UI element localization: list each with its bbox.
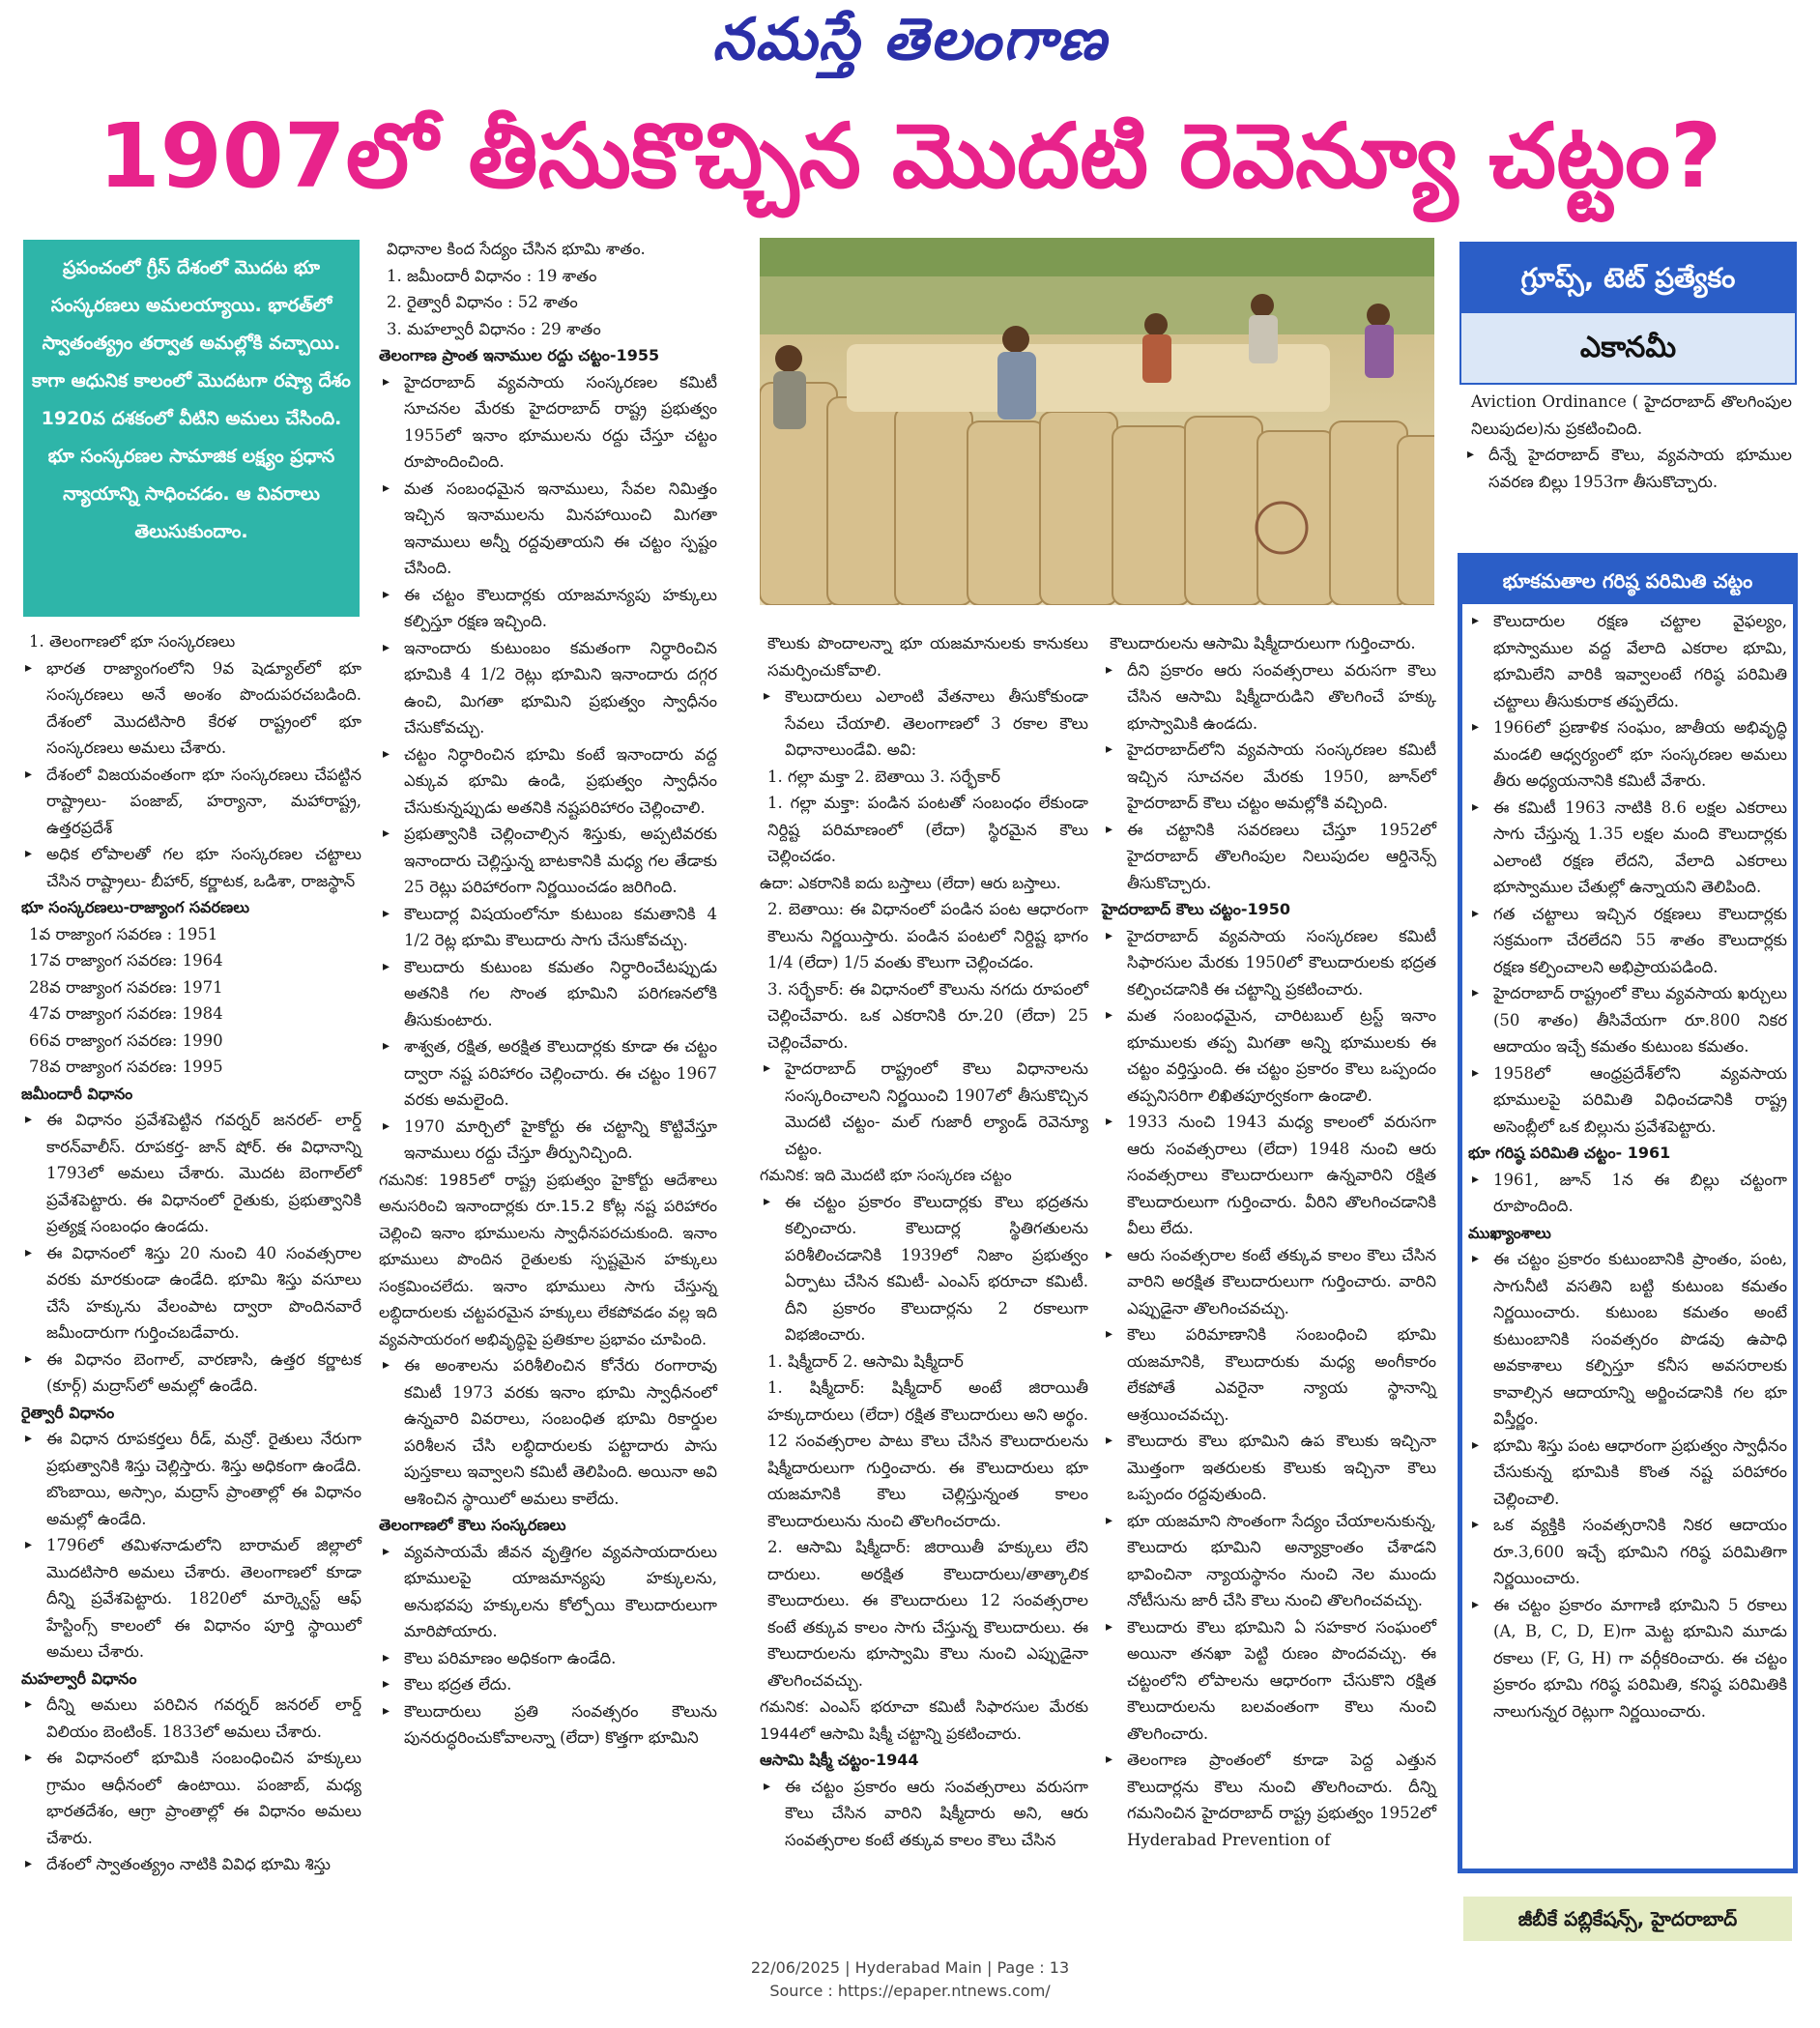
farm-sacks-photo [760,238,1434,605]
text-line: 2. రైత్వారీ విధానం : 52 శాతం [387,293,578,311]
bullet-paragraph: ▸ ఈ చట్టం ప్రకారం కౌలుదార్లకు కౌలు భద్రతను కల్పించారు. కౌలుదార్ల స్థితిగతులను పరిశీలించడానికి 1939లో నిజాం ప్రభుత్వం ఏర్పాటు చేసిన కమిటీ- ఎంఎస్ భరూచా కమిటీ. దీని ప్రకారం కౌలుదార్లను 2 రకాలుగా విభజించారు. [760,1189,1088,1348]
text-line: 3. మహల్వారీ విధానం : 29 శాతం [387,319,601,338]
bullet-paragraph: ▸ ఈ చట్టానికి సవరణలు చేస్తూ 1952లో హైదరాబాద్ తొలగింపుల నిలుపుదల ఆర్డినెన్స్ తీసుకొచ్చారు. [1102,817,1436,897]
bullet-paragraph: ▸ కౌలుదారులు ఎలాంటి వేతనాలు తీసుకోకుండా సేవలు చేయాలి. తెలంగాణలో 3 రకాల కౌలు విధానాలుండేవి. అవి: [760,683,1088,764]
bullet-paragraph: ▸ కౌలుదారు కుటుంబ కమతం నిర్ధారించేటప్పుడు అతనికి గల సొంత భూమిని పరిగణనలోకి తీసుకుంటారు. [379,954,717,1034]
bullet-paragraph: ▸ ఈ చట్టం ప్రకారం కుటుంబానికి ప్రాంతం, పంట, సాగునీటి వసతిని బట్టి కుటుంబ కమతం నిర్ణయించారు. కుటుంబ కమతం అంటే కుటుంబానికి సంవత్సరం పొడవు ఉపాధి అవకాశాలు కల్పిస్తూ కనీస అవసరాలకు కావాల్సిన ఆదాయాన్ని అర్జించడానికి గల భూ విస్తీర్ణం. [1468,1246,1787,1433]
section-heading: రైత్వారీ విధానం [21,1403,115,1422]
bullet-paragraph: ▸ ఒక వ్యక్తికి సంవత్సరానికి నికర ఆదాయం రూ.3,600 ఇచ్చే భూమిని గరిష్ఠ పరిమితిగా నిర్ణయించారు. [1468,1512,1787,1592]
text-line: 2. బెతాయి: ఈ విధానంలో పండిన పంట ఆధారంగా కౌలును నిర్ణయిస్తారు. పండిన పంటలో నిర్దిష్ట భాగం 1/4 (లేదా) 1/5 వంతు కౌలుగా చెల్లించడం. [767,900,1088,971]
bullet-paragraph: ▸ దీన్నే హైదరాబాద్ కౌలు, వ్యవసాయ భూముల సవరణ బిల్లు 1953గా తీసుకొచ్చారు. [1463,442,1792,495]
bullet-paragraph: ▸ కౌలుదారు కౌలు భూమిని ఉప కౌలుకు ఇచ్చినా మొత్తంగా ఇతరులకు కౌలుకు ఇచ్చినా కౌలు ఒప్పందం రద్దవుతుంది. [1102,1428,1436,1508]
bullet-paragraph: ▸ 1933 నుంచి 1943 మధ్య కాలంలో వరుసగా ఆరు సంవత్సరాలు (లేదా) 1948 నుంచి ఆరు సంవత్సరాలు కౌలుదారులుగా ఉన్నవారిని రక్షిత కౌలుదారులుగా గుర్తించారు. వీరిని తొలగించడానికి వీలు లేదు. [1102,1109,1436,1242]
page-footer [0,1956,1820,2003]
note-paragraph: గమనిక: ఎంఎస్ భరూచా కమిటీ సిఫారసుల మేరకు 1944లో ఆసామి షిక్మీ చట్టాన్ని ప్రకటించారు. [760,1697,1088,1743]
text-line: 28వ రాజ్యాంగ సవరణ: 1971 [29,977,223,997]
bullet-paragraph: ▸ శాశ్వత, రక్షిత, అరక్షిత కౌలుదార్లకు కూడా ఈ చట్టం ద్వారా నష్ట పరిహారం చెల్లించారు. ఈ చట్టం 1967 వరకు అమలైంది. [379,1033,717,1114]
section-heading: జమీందారీ విధానం [21,1084,133,1103]
text-line: 1. గల్లా మక్తా: పండిన పంటతో సంబంధం లేకుండా నిర్దిష్ట పరిమాణంలో (లేదా) స్థిరమైన కౌలు చెల్లించడం. [767,794,1088,865]
footer-edition-info: 22/06/2025 | Hyderabad Main | Page : 13 [750,1958,1070,1977]
section-heading: తెలంగాణలో కౌలు సంస్కరణలు [379,1516,566,1534]
photo-illustration [760,238,1434,605]
bullet-paragraph: ▸ ఈ విధానంలో శిస్తు 20 నుంచి 40 సంవత్సరాల వరకు మారకుండా ఉండేది. భూమి శిస్తు వసూలు చేసే హక్కును వేలంపాట ద్వారా పొందినవారే జమీందారుగా గుర్తించబడేవారు. [21,1240,361,1347]
bullet-paragraph: ▸ ఈ విధానం బెంగాల్, వారణాసి, ఉత్తర కర్ణాటక (కూర్గ్) మద్రాస్‌లో అమల్లో ఉండేది. [21,1347,361,1400]
text-line: కౌలుదారులను ఆసామి షిక్మీదారులుగా గుర్తించారు. [1110,634,1416,652]
section-heading: ముఖ్యాంశాలు [1468,1223,1551,1242]
land-ceiling-box [1458,553,1798,1873]
column-3 [760,630,1088,1853]
text-line: 3. సర్భేకార్: ఈ విధానంలో కౌలును నగదు రూపంలో చెల్లించేవారు. ఒక ఎకరానికి రూ.20 (లేదా) 25 చెల్లించేవారు. [767,979,1088,1052]
bullet-paragraph: ▸ గత చట్టాలు ఇచ్చిన రక్షణలు కౌలుదార్లకు సక్రమంగా చేరలేదని 55 శాతం కౌలుదార్లకు రక్షణ కల్పించాలని అభిప్రాయపడింది. [1468,901,1787,981]
bullet-paragraph: ▸ 1796లో తమిళనాడులోని బారామల్ జిల్లాలో మొదటిసారి అమలు చేశారు. తెలంగాణలో కూడా దీన్ని ప్రవేశపెట్టారు. 1820లో మార్క్వెస్ట్ ఆఫ్ హేస్టింగ్స్ కాలంలో ఈ విధానం పూర్తి స్థాయిలో అమలు చేశారు. [21,1532,361,1666]
bullet-paragraph: ▸ 1961, జూన్ 1న ఈ బిల్లు చట్టంగా రూపొందింది. [1468,1167,1787,1220]
special-edition-title: గ్రూప్స్, టెట్ ప్రత్యేకం [1461,244,1795,313]
bullet-paragraph: ▸ కౌలుదారులు ప్రతి సంవత్సరం కౌలును పునరుద్ధరించుకోవాలన్నా (లేదా) కొత్తగా భూమిని [379,1698,717,1752]
bullet-paragraph: ▸ హైదరాబాద్ రాష్ట్రంలో కౌలు వ్యవసాయ ఖర్చులు (50 శాతం) తీసివేయగా రూ.800 నికర ఆదాయం ఇచ్చే కమతం కుటుంబ కమతం. [1468,980,1787,1060]
column-4 [1102,630,1436,1853]
section-heading: ఆసామి షిక్మీ చట్టం-1944 [760,1751,919,1769]
text-line: 17వ రాజ్యాంగ సవరణ: 1964 [29,951,223,970]
bullet-paragraph: ▸ హైదరాబాద్ వ్యవసాయ సంస్కరణల కమిటీ సిఫారసుల మేరకు 1950లో కౌలుదారులకు భద్రత కల్పించడానికి ఈ చట్టాన్ని ప్రకటించారు. [1102,923,1436,1003]
text-line: 1వ రాజ్యాంగ సవరణ : 1951 [29,924,218,943]
text-line: 78వ రాజ్యాంగ సవరణ: 1995 [29,1057,223,1076]
bullet-paragraph: ▸ 1958లో ఆంధ్రప్రదేశ్‌లోని వ్యవసాయ భూములపై పరిమితి విధించడానికి రాష్ట్ర అసెంబ్లీలో ఒక బిల్లును ప్రవేశపెట్టారు. [1468,1060,1787,1141]
bullet-paragraph: ▸ హైదరాబాద్ రాష్ట్రంలో కౌలు విధానాలను సంస్కరించాలని నిర్ణయించి 1907లో తీసుకొచ్చిన మొదటి చట్టం- మల్ గుజారీ ల్యాండ్ రెవెన్యూ చట్టం. [760,1056,1088,1162]
text-line: 1. జమీందారీ విధానం : 19 శాతం [387,266,597,285]
bullet-paragraph: ▸ హైదరాబాద్ వ్యవసాయ సంస్కరణల కమిటీ సూచనల మేరకు హైదరాబాద్ రాష్ట్ర ప్రభుత్వం 1955లో ఇనాం భూములను రద్దు చేస్తూ చట్టం రూపొందించింది. [379,369,717,476]
bullet-paragraph: ▸ కౌలుదారుల రక్షణ చట్టాల వైఫల్యం, భూస్వాముల వద్ద వేలాది ఎకరాల భూమి, భూమిలేని వారికి ఇవ్వాలంటే గరిష్ఠ పరిమితి చట్టాలు తీసుకురాక తప్పలేదు. [1468,608,1787,714]
bullet-paragraph: ▸ ఈ విధాన రూపకర్తలు రీడ్, మన్రో. రైతులు నేరుగా ప్రభుత్వానికి శిస్తు చెల్లిస్తారు. శిస్తు అధికంగా ఉండేది. బొంబాయి, అస్సాం, మద్రాస్ ప్రాంతాల్లో ఈ విధానం అమల్లో ఉండేది. [21,1426,361,1532]
bullet-paragraph: ▸ కౌలుదార్ల విషయంలోనూ కుటుంబ కమతానికి 4 1/2 రెట్ల భూమి కౌలుదారు సాగు చేసుకోవచ్చు. [379,901,717,954]
special-edition-box [1459,242,1797,385]
text-line: 47వ రాజ్యాంగ సవరణ: 1984 [29,1004,223,1023]
subject-label: ఎకానమీ [1461,313,1795,383]
bullet-paragraph: ▸ ఈ కమిటీ 1963 నాటికి 8.6 లక్షల ఎకరాలు సాగు చేస్తున్న 1.35 లక్షల మంది కౌలుదార్లకు ఎలాంటి రక్షణ లేదని, వేలాది ఎకరాలు భూస్వాముల చేతుల్లో ఉన్నాయని తెలిపింది. [1468,795,1787,901]
note-paragraph: ఉదా: ఎకరానికి ఐదు బస్తాలు (లేదా) ఆరు బస్తాలు. [760,873,1061,892]
text-line: 1. గల్లా మక్తా 2. బెతాయి 3. సర్భేకార్ [767,767,1000,786]
bullet-paragraph: ▸ దీని ప్రకారం ఆరు సంవత్సరాలు వరుసగా కౌలు చేసిన ఆసామి షిక్మీదారుడిని తొలగించే హక్కు భూస్వామికి ఉండదు. [1102,657,1436,738]
bullet-paragraph: ▸ దీన్ని అమలు పరిచిన గవర్నర్ జనరల్ లార్డ్ విలియం బెంటింక్. 1833లో అమలు చేశారు. [21,1692,361,1745]
text-line: Aviction Ordinance ( హైదరాబాద్ తొలగింపుల నిలుపుదల)ను ప్రకటించింది. [1471,392,1792,438]
bullet-paragraph: ▸ దేశంలో స్వాతంత్య్రం నాటికి వివిధ భూమి శిస్తు [21,1851,361,1878]
bullet-paragraph: ▸ ఈ చట్టం కౌలుదార్లకు యాజమాన్యపు హక్కులు కల్పిస్తూ రక్షణ ఇచ్చింది. [379,582,717,635]
section-heading: భూ సంస్కరణలు-రాజ్యాంగ సవరణలు [21,898,250,916]
column-1 [21,628,361,1878]
section-heading: మహల్వారీ విధానం [21,1668,137,1688]
section-heading: తెలంగాణ ప్రాంత ఇనాముల రద్దు చట్టం-1955 [379,346,660,364]
bullet-paragraph: ▸ ఈ చట్టం ప్రకారం మాగాణి భూమిని 5 రకాలు (A, B, C, D, E)గా మెట్ట భూమిని మూడు రకాలు (F, G, H) గా వర్గీకరించారు. ఈ చట్టం ప్రకారం భూమి గరిష్ఠ పరిమితి, కనిష్ఠ పరిమితికి నాలుగున్నర రెట్లుగా నిర్ణయించారు. [1468,1592,1787,1725]
text-line: 2. ఆసామి షిక్మీదార్: జిరాయితీ హక్కులు లేని దారులు. అరక్షిత కౌలుదారులు/తాత్కాలిక కౌలుదారులు. ఈ కౌలుదారులు 12 సంవత్సరాల కంటే తక్కువ కాలం సాగు చేస్తున్న కౌలుదారులు. ఈ కౌలుదారులను భూస్వామి కౌలు నుంచి ఎప్పుడైనా తొలగించవచ్చు. [767,1538,1088,1690]
intro-box: ప్రపంచంలో గ్రీస్ దేశంలో మొదట భూ సంస్కరణలు అమలయ్యాయి. భారత్‌లో స్వాతంత్య్రం తర్వాత అమల్లోకి వచ్చాయి. కాగా ఆధునిక కాలంలో మొదటగా రష్యా దేశం 1920వ దశకంలో వీటిని అమలు చేసింది. భూ సంస్కరణల సామాజిక లక్ష్యం ప్రధాన న్యాయాన్ని సాధించడం. ఆ వివరాలు తెలుసుకుందాం. [23,240,360,617]
bullet-paragraph: ▸ కౌలు పరిమాణానికి సంబంధించి భూమి యజమానికి, కౌలుదారుకు మధ్య అంగీకారం లేకపోతే ఎవరైనా న్యాయ స్థానాన్ని ఆశ్రయించవచ్చు. [1102,1321,1436,1428]
text-line: 1. తెలంగాణలో భూ సంస్కరణలు [29,632,236,651]
text-line: 66వ రాజ్యాంగ సవరణ: 1990 [29,1030,223,1050]
column-5-top [1463,389,1792,495]
bullet-paragraph: ▸ కౌలుదారు కౌలు భూమిని ఏ సహకార సంఘంలో అయినా తనఖా పెట్టి రుణం పొందవచ్చు. ఈ చట్టంలోని లోపాలను ఆధారంగా చేసుకొని రక్షిత కౌలుదారులను బలవంతంగా కౌలు నుంచి తొలగించారు. [1102,1614,1436,1748]
section-heading: హైదరాబాద్ కౌలు చట్టం-1950 [1102,900,1291,918]
note-paragraph: గమనిక: ఇది మొదటి భూ సంస్కరణ చట్టం [760,1166,1012,1184]
bullet-paragraph: ▸ ఇనాందారు కుటుంబం కమతంగా నిర్ధారించిన భూమికి 4 1/2 రెట్లు భూమిని ఇనాందారు దగ్గర ఉంచి, మిగతా భూమిని ప్రభుత్వం స్వాధీనం చేసుకోవచ్చు. [379,635,717,741]
bullet-paragraph: ▸ ఆరు సంవత్సరాల కంటే తక్కువ కాలం కౌలు చేసిన వారిని అరక్షిత కౌలుదారులుగా గుర్తించారు. వారిని ఎప్పుడైనా తొలగించవచ్చు. [1102,1242,1436,1322]
bullet-paragraph: ▸ చట్టం నిర్ధారించిన భూమి కంటే ఇనాందారు వద్ద ఎక్కువ భూమి ఉండి, ప్రభుత్వం స్వాధీనం చేసుకున్నప్పుడు అతనికి నష్టపరిహారం చెల్లించాలి. [379,741,717,822]
bullet-paragraph: ▸ భూ యజమాని సొంతంగా సేద్యం చేయాలనుకున్న, కౌలుదారు భూమిని అన్యాక్రాంతం చేశాడని భావించినా న్యాయస్థానం నుంచి నెల ముందు నోటీసును జారీ చేసి కౌలు నుంచి తొలగించవచ్చు. [1102,1508,1436,1614]
text-line: 1. షిక్మీదార్: షిక్మీదార్ అంటే జిరాయితీ హక్కుదారులు (లేదా) రక్షిత కౌలుదారులు అని అర్థం. 12 సంవత్సరాల పాటు కౌలు చేసిన కౌలుదారులను షిక్మీదారులుగా గుర్తించారు. ఈ కౌలుదారులు భూ యజమానికి కౌలు చెల్లిస్తున్నంత కాలం కౌలుదారులును నుంచి తొలగించరాదు. [767,1378,1088,1530]
bullet-paragraph: ▸ భూమి శిస్తు పంట ఆధారంగా ప్రభుత్వం స్వాధీనం చేసుకున్న భూమికి కొంత నష్ట పరిహారం చెల్లించాలి. [1468,1433,1787,1513]
article-headline: 1907లో తీసుకొచ్చిన మొదటి రెవెన్యూ చట్టం? [98,104,1722,208]
bullet-paragraph: ▸ దేశంలో విజయవంతంగా భూ సంస్కరణలు చేపట్టిన రాష్ట్రాలు- పంజాబ్, హర్యానా, మహారాష్ట్ర, ఉత్తరప్రదేశ్ [21,762,361,842]
note-paragraph: గమనిక: 1985లో రాష్ట్ర ప్రభుత్వం హైకోర్టు ఆదేశాలు అనుసరించి ఇనాందార్లకు రూ.15.2 కోట్ల నష్ట పరిహారం చెల్లించి ఇనాం భూములను స్వాధీనపరచుకుంది. ఇనాం భూములు పొందిన రైతులకు స్పష్టమైన హక్కులు సంక్రమించలేదు. ఇనాం భూములు సాగు చేస్తున్న లబ్ధిదారులకు చట్టపరమైన హక్కులు లేకపోవడం వల్ల ఇది వ్యవసాయరంగ అభివృద్ధిపై ప్రతికూల ప్రభావం చూపింది. [379,1170,717,1348]
bullet-paragraph: ▸ ఈ విధానంలో భూమికి సంబంధించిన హక్కులు గ్రామం ఆధీనంలో ఉంటాయి. పంజాబ్, మధ్య భారతదేశం, ఆగ్రా ప్రాంతాల్లో ఈ విధానం అమలు చేశారు. [21,1745,361,1851]
bullet-paragraph: ▸ భారత రాజ్యాంగంలోని 9వ షెడ్యూల్‌లో భూ సంస్కరణలు అనే అంశం పొందుపరచబడింది. దేశంలో మొదటిసారి కేరళ రాష్ట్రంలో భూ సంస్కరణలు అమలు చేశారు. [21,655,361,762]
bullet-paragraph: ▸ ఈ విధానం ప్రవేశపెట్టిన గవర్నర్ జనరల్- లార్డ్ కారన్‌వాలీస్. రూపకర్త- జాన్ షోర్. ఈ విధానాన్ని 1793లో అమలు చేశారు. మొదట బెంగాల్‌లో ప్రవేశపెట్టారు. ఈ విధానంలో రైతుకు, ప్రభుత్వానికి ప్రత్యక్ష సంబంధం ఉండదు. [21,1107,361,1240]
bullet-paragraph: ▸ వ్యవసాయమే జీవన వృత్తిగల వ్యవసాయదారులు భూములపై యాజమాన్యపు హక్కులను, అనుభవపు హక్కులను కోల్పోయి కౌలుదారులుగా మారిపోయారు. [379,1539,717,1645]
bullet-paragraph: ▸ కౌలు పరిమాణం అధికంగా ఉండేది. [379,1645,717,1672]
bullet-paragraph: ▸ 1970 మార్చిలో హైకోర్టు ఈ చట్టాన్ని కొట్టివేస్తూ ఇనాములు రద్దు చేస్తూ తీర్పునిచ్చింది. [379,1114,717,1167]
section-heading: భూ గరిష్ఠ పరిమితి చట్టం- 1961 [1468,1144,1671,1162]
publisher-credit: జీబీకే పబ్లికేషన్స్, హైదరాబాద్ [1463,1897,1792,1941]
bullet-paragraph: ▸ ఈ చట్టం ప్రకారం ఆరు సంవత్సరాలు వరుసగా కౌలు చేసిన వారిని షిక్మీదారు అని, ఆరు సంవత్సరాల కంటే తక్కువ కాలం కౌలు చేసిన [760,1774,1088,1854]
bullet-paragraph: ▸ మత సంబంధమైన, చారిటబుల్ ట్రస్ట్ ఇనాం భూములకు తప్ప మిగతా అన్ని భూములకు ఈ చట్టం వర్తిస్తుంది. ఈ చట్టం ప్రకారం కౌలు ఒప్పందం తప్పనిసరిగా లిఖితపూర్వకంగా ఉండాలి. [1102,1002,1436,1109]
column-2 [379,236,717,1752]
text-line: విధానాల కింద సేద్యం చేసిన భూమి శాతం. [387,240,646,258]
bullet-paragraph: ▸ తెలంగాణ ప్రాంతంలో కూడా పెద్ద ఎత్తున కౌలుదార్లను కౌలు నుంచి తొలగించారు. దీన్ని గమనించిన హైదరాబాద్ రాష్ట్ర ప్రభుత్వం 1952లో Hyderabad Prevention of [1102,1747,1436,1853]
bullet-paragraph: ▸ ఈ అంశాలను పరిశీలించిన కోనేరు రంగారావు కమిటీ 1973 వరకు ఇనాం భూమి స్వాధీనంలో ఉన్నవారి వివరాలు, సంబంధిత భూమి రికార్డుల పరిశీలన చేసి లబ్ధిదారులకు పట్టాదారు పాసు పుస్తకాలు ఇవ్వాలని కమిటీ తెలిపింది. అయినా అవి ఆశించిన స్థాయిలో అమలు కాలేదు. [379,1352,717,1512]
bullet-paragraph: ▸ హైదరాబాద్‌లోని వ్యవసాయ సంస్కరణల కమిటీ ఇచ్చిన సూచనల మేరకు 1950, జూన్‌లో హైదరాబాద్ కౌలు చట్టం అమల్లోకి వచ్చింది. [1102,737,1436,817]
bullet-paragraph: ▸ ప్రభుత్వానికి చెల్లించాల్సిన శిస్తుకు, అప్పటివరకు ఇనాందారు చెల్లిస్తున్న బాటకానికి మధ్య గల తేడాకు 25 రెట్లు పరిహారంగా నిర్ణయించడం జరిగింది. [379,821,717,901]
bullet-paragraph: ▸ 1966లో ప్రణాళిక సంఘం, జాతీయ అభివృద్ధి మండలి ఆధ్వర్యంలో భూ సంస్కరణల అమలు తీరు అధ్యయనానికి కమిటీ వేశారు. [1468,714,1787,795]
land-ceiling-box-title: భూకమతాల గరిష్ఠ పరిమితి చట్టం [1462,558,1793,604]
newspaper-masthead: నమస్తే తెలంగాణ [711,6,1109,73]
footer-source-url: Source : https://epaper.ntnews.com/ [769,1982,1051,2000]
bullet-paragraph: ▸ మత సంబంధమైన ఇనాములు, సేవల నిమిత్తం ఇచ్చిన ఇనాములను మినహాయించి మిగతా ఇనాములు అన్నీ రద్దవుతాయని ఈ చట్టం స్పష్టం చేసింది. [379,476,717,582]
land-ceiling-box-text [1462,608,1793,1724]
text-line: కౌలుకు పొందాలన్నా భూ యజమానులకు కానుకలు సమర్పించుకోవాలి. [767,634,1088,680]
bullet-paragraph: ▸ కౌలు భద్రత లేదు. [379,1671,717,1698]
bullet-paragraph: ▸ అధిక లోపాలతో గల భూ సంస్కరణల చట్టాలు చేసిన రాష్ట్రాలు- బీహార్, కర్ణాటక, ఒడిశా, రాజస్థాన్ [21,841,361,894]
text-line: 1. షిక్మీదార్ 2. ఆసామి షిక్మీదార్ [767,1351,964,1371]
